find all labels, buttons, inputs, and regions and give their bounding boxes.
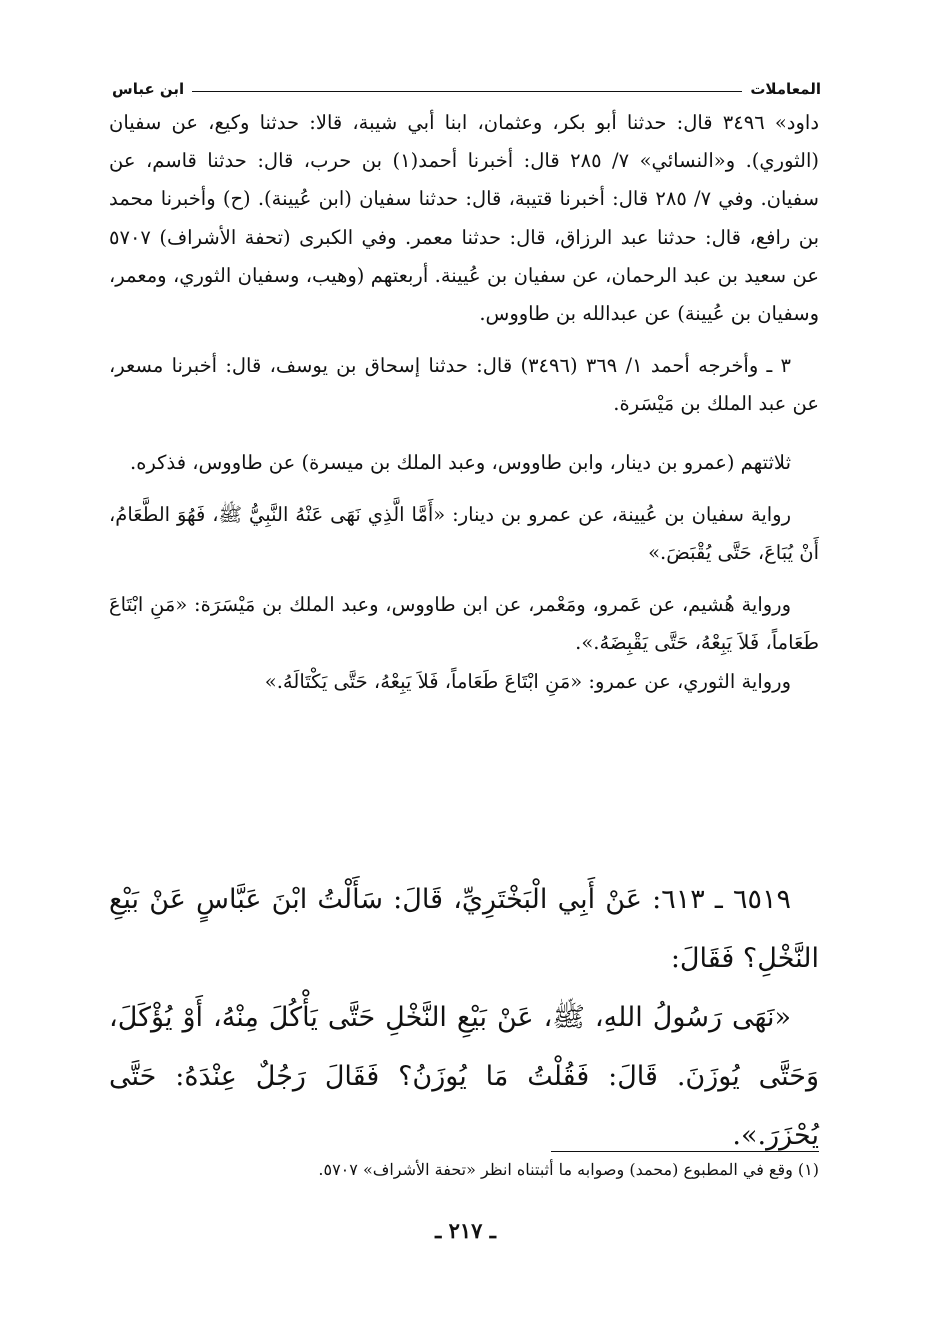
header-chapter-title: المعاملات xyxy=(750,80,821,98)
hadith-opening: ٦٥١٩ ـ ٦١٣: عَنْ أَبِي الْبَخْتَرِيِّ، قَالَ: سَأَلْتُ ابْنَ عَبَّاسٍ عَنْ بَيْعِ النَّخْلِ؟ فَقَالَ: xyxy=(109,884,819,974)
paragraph-hushaym: ورواية هُشيم، عن عَمرو، ومَعْمر، عن ابن طاووس، وعبد الملك بن مَيْسَرَة: «مَنِ ابْتَاعَ طَعَاماً، فَلاَ يَبِعْهُ، حَتَّى يَقْبِضَهُ.». xyxy=(109,593,819,655)
paragraph-summary: ثلاثتهم (عمرو بن دينار، وابن طاووس، وعبد الملك بن ميسرة) عن طاووس، فذكره. xyxy=(130,450,791,474)
paragraph-ahmad: ٣ ـ وأخرجه أحمد ١/ ٣٦٩ (٣٤٩٦) قال: حدثنا إسحاق بن يوسف، قال: أخبرنا مسعر، عن عبد الملك بن مَيْسَرة. xyxy=(109,354,819,416)
footnote: (١) وقع في المطبوع (محمد) وصوابه ما أثبتناه انظر «تحفة الأشراف» ٥٧٠٧. xyxy=(318,1160,819,1179)
footnote-separator xyxy=(551,1151,819,1152)
page-number: ـ ٢١٧ ـ xyxy=(435,1218,496,1243)
header-section-title: ابن عباس xyxy=(112,80,185,98)
paragraph-thawri: ورواية الثوري، عن عمرو: «مَنِ ابْتَاعَ طَعَاماً، فَلاَ يَبِعْهُ، حَتَّى يَكْتَالَهُ.» xyxy=(264,669,791,693)
running-header xyxy=(112,72,821,98)
commentary-text xyxy=(109,104,819,701)
paragraph-ibn-uyayna: رواية سفيان بن عُيينة، عن عمرو بن دينار: «أَمَّا الَّذِي نَهَى عَنْهُ النَّبِيُّ ﷺ، فَهُوَ الطَّعَامُ، أَنْ يُبَاعَ، حَتَّى يُقْبَضَ.» xyxy=(109,502,819,565)
paragraph-sources: داود» ٣٤٩٦ قال: حدثنا أبو بكر، وعثمان، ابنا أبي شيبة، قالا: حدثنا وكيع، عن سفيان (الثوري). و«النسائي» ٧/ ٢٨٥ قال: أخبرنا أحمد(١) بن حرب، قال: حدثنا قاسم، عن سفيان. وفي ٧/ ٢٨٥ قال: أخبرنا قتيبة، قال: حدثنا سفيان (ابن عُيينة). (ح) وأخبرنا محمد بن رافع، قال: حدثنا عبد الرزاق، قال: حدثنا معمر. وفي الكبرى (تحفة الأشراف) ٥٧٠٧ عن سعيد بن عبد الرحمان، عن سفيان بن عُيينة. أربعتهم (وهيب، وسفيان الثوري، ومعمر، وسفيان بن عُيينة) عن عبدالله بن طاووس. xyxy=(109,111,819,326)
hadith-text: «نَهَى رَسُولُ اللهِ، ﷺ، عَنْ بَيْعِ النَّخْلِ حَتَّى يَأْكُلَ مِنْهُ، أَوْ يُؤْكَلَ، وَحَتَّى يُوزَنَ. قَالَ: فَقُلْتُ مَا يُوزَنُ؟ فَقَالَ رَجُلٌ عِنْدَهُ: حَتَّى يُحْزَرَ.». xyxy=(109,1002,819,1151)
hadith-block xyxy=(109,870,819,1165)
header-rule xyxy=(192,91,742,92)
